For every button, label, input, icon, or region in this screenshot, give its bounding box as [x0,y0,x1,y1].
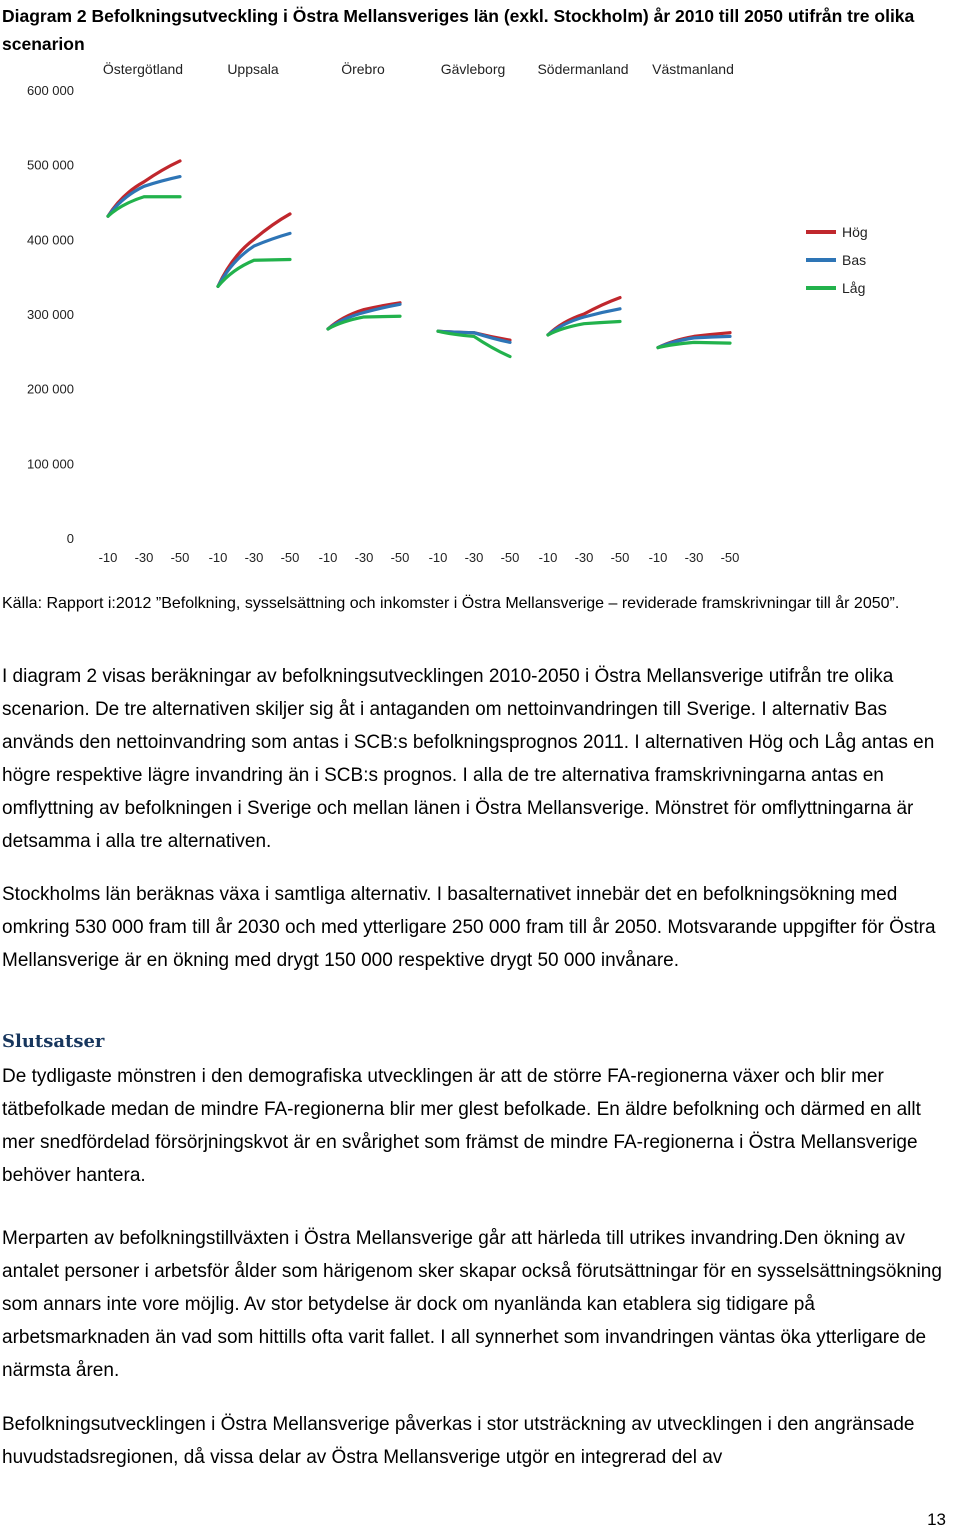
x-tick-label: -10 [648,550,668,565]
section-heading: Slutsatser [2,1031,105,1052]
paragraph-3: De tydligaste mönstren i den demografiska utvecklingen är att de större FA-regionerna växer och blir mer tätbefolkade medan de mindre FA-regionerna blir mer glest befolkade. En äldre befolkning och därmed en allt mer snedfördelad försörjningskvot är en svårighet som främst de mindre FA-regionerna i Östra Mellansverige behöver hantera. [2,1066,921,1186]
x-tick-label: -30 [464,550,484,565]
x-tick-label: -10 [538,550,558,565]
x-tick-label: -10 [208,550,228,565]
series-line-lag [218,259,290,286]
y-tick-label: 600 000 [27,83,74,98]
x-tick-label: -50 [390,550,410,565]
population-chart [0,52,900,572]
legend-label: Bas [842,252,867,268]
x-tick-label: -50 [610,550,630,565]
x-tick-label: -50 [720,550,740,565]
legend-label: Låg [842,280,866,296]
page-number: 13 [927,1510,946,1529]
paragraph-5: Befolkningsutvecklingen i Östra Mellansverige påverkas i stor utsträckning av utvecklingen i den angränsade huvudstadsregionen, då vissa delar av Östra Mellansverige utgör en integrerad del av [2,1414,915,1468]
group-label: Örebro [341,61,385,77]
group-label: Gävleborg [440,61,506,77]
x-tick-label: -10 [98,550,118,565]
x-tick-label: -50 [280,550,300,565]
paragraph-2: Stockholms län beräknas växa i samtliga alternativ. I basalternativet innebär det en befolkningsökning med omkring 530 000 fram till år 2030 och med ytterligare 250 000 fram till år 2050. Motsvarande uppgifter för Östra Mellansverige är en ökning med drygt 150 000 respektive drygt 50 000 invånare. [2,884,936,971]
paragraph-1: I diagram 2 visas beräkningar av befolkningsutvecklingen 2010-2050 i Östra Mellansverige utifrån tre olika scenarion. De tre alternativen skiljer sig åt i antaganden om nettoinvandringen till Sverige. I alternativ Bas används den nettoinvandring som antas i SCB:s befolkningsprognos 2011. I alternativen Hög och Låg antas en högre respektive lägre invandring än i SCB:s prognos. I alla de tre alternativa framskrivningarna antas en omflyttning av befolkningen i Sverige och mellan länen i Östra Mellansverige. Mönstret för omflyttningarna är detsamma i alla tre alternativen. [2,666,935,852]
series-line-lag [328,316,400,329]
group-label: Västmanland [652,61,734,77]
x-tick-label: -30 [354,550,374,565]
x-tick-label: -30 [574,550,594,565]
y-tick-label: 500 000 [27,157,74,173]
y-tick-label: 300 000 [27,307,74,322]
y-tick-label: 400 000 [27,232,74,248]
group-label: Uppsala [227,61,279,77]
x-tick-label: -30 [244,550,264,565]
y-tick-label: 0 [66,531,74,546]
y-tick-label: 100 000 [27,456,74,472]
series-line-lag [438,331,510,356]
legend-label: Hög [842,224,868,240]
x-tick-label: -50 [170,550,190,565]
paragraph-4: Merparten av befolkningstillväxten i Östra Mellansverige går att härleda till utrikes invandring.Den ökning av antalet personer i arbetsför ålder som härigenom sker skapar också förutsättningar för en sysselsättningsökning som annars inte vore möjlig. Av stor betydelse är dock om nyanlända kan etablera sig tidigare på arbetsmarknaden än vad som hittills ofta varit fallet. I all synnerhet som invandringen väntas öka ytterligare de närmsta åren. [2,1228,942,1381]
group-label: Östergötland [102,61,184,77]
y-tick-label: 200 000 [27,381,74,397]
group-label: Södermanland [537,61,629,77]
source-note: Källa: Rapport i:2012 ”Befolkning, sysselsättning och inkomster i Östra Mellansverige – reviderade framskrivningar till år 2050”. [2,595,900,612]
x-tick-label: -50 [500,550,520,565]
diagram-title: Diagram 2 Befolkningsutveckling i Östra Mellansveriges län (exkl. Stockholm) år 2010 till 2050 utifrån tre olika scenarion [2,6,915,54]
x-tick-label: -10 [428,550,448,565]
x-tick-label: -30 [134,550,154,565]
x-tick-label: -30 [684,550,704,565]
x-tick-label: -10 [318,550,338,565]
